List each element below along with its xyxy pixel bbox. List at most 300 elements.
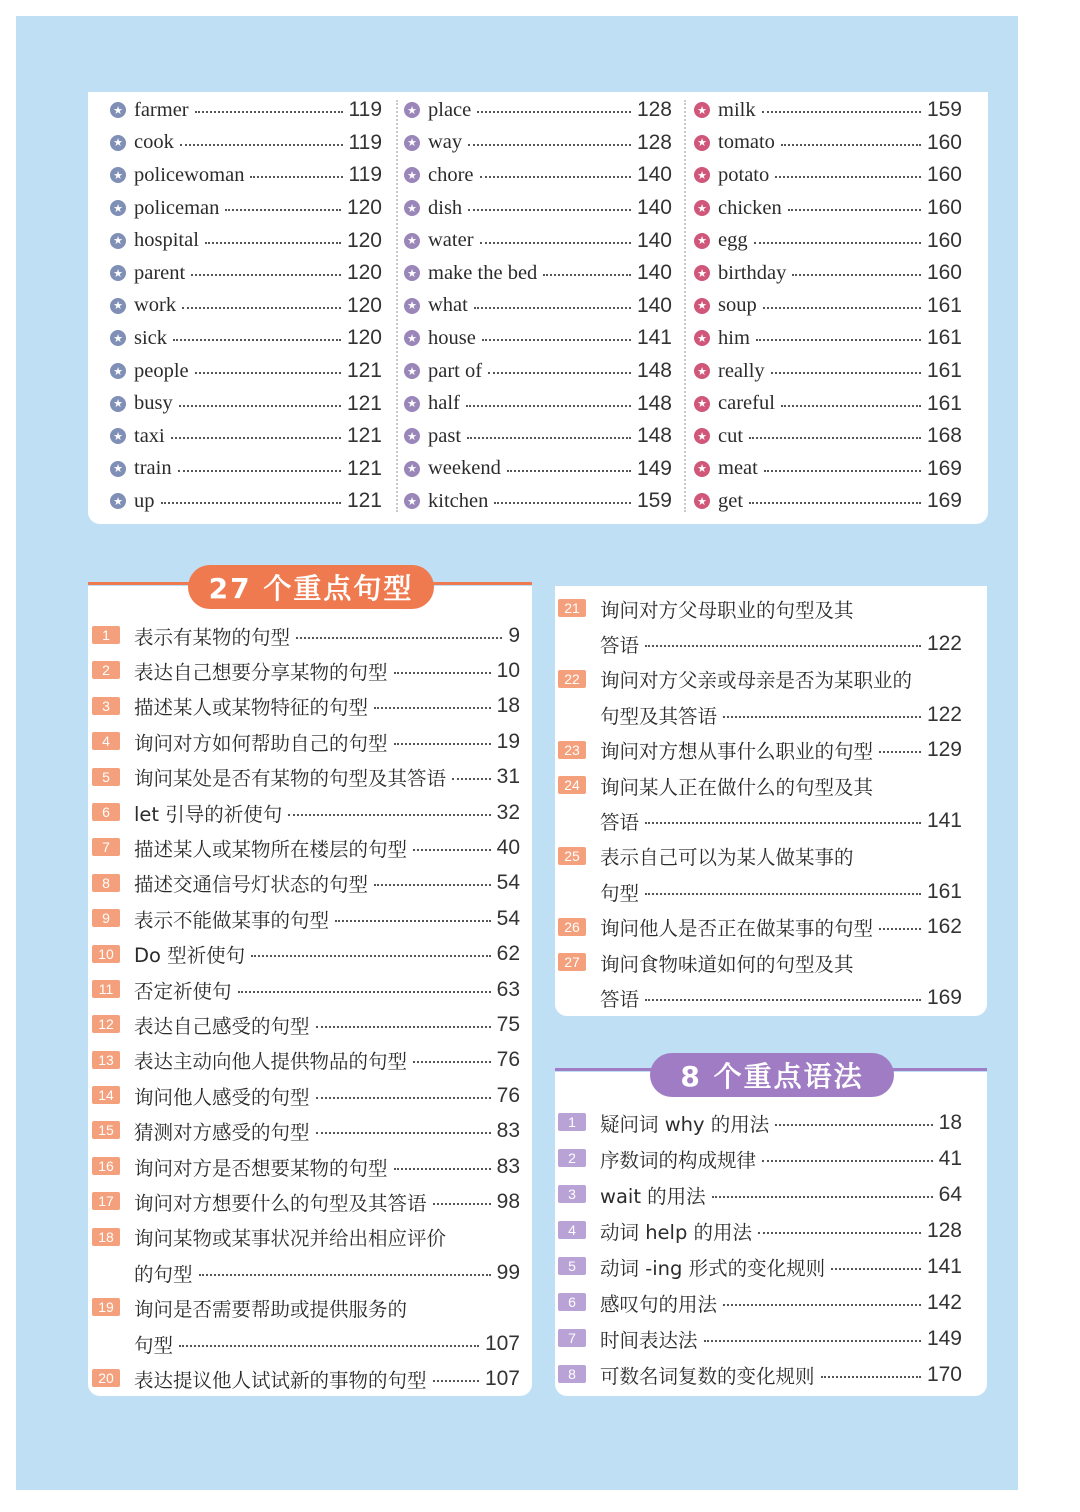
list-item [558, 839, 962, 910]
item-line [134, 1361, 520, 1396]
list-item [92, 830, 520, 865]
sentence-section-title: 27 个重点句型 [188, 565, 434, 609]
list-item [92, 724, 520, 759]
dot-leader [879, 928, 921, 930]
item-number-badge: 20 [92, 1369, 120, 1387]
dot-leader [488, 372, 631, 374]
dot-leader [173, 339, 341, 341]
page-number: 141 [926, 809, 962, 833]
list-item [558, 1213, 962, 1248]
vocab-entry [404, 420, 672, 453]
list-item [92, 1149, 520, 1184]
vocab-word: sick [134, 326, 168, 349]
vocab-entry [694, 420, 962, 453]
item-text [134, 795, 520, 830]
star-icon: ★ [110, 461, 126, 477]
item-line [600, 839, 962, 874]
vocab-entry [694, 127, 962, 160]
page-number: 75 [496, 1012, 520, 1036]
page-number: 161 [926, 391, 962, 415]
list-item [92, 653, 520, 688]
page-number: 161 [926, 879, 962, 903]
vocab-entry [404, 127, 672, 160]
item-line [600, 1177, 962, 1212]
page-number: 140 [636, 261, 672, 285]
list-item [92, 972, 520, 1007]
item-line [600, 768, 962, 803]
dot-leader [374, 707, 491, 709]
item-title: 询问对方想从事什么职业的句型 [600, 740, 874, 764]
dot-leader [645, 893, 921, 895]
star-icon: ★ [110, 200, 126, 216]
item-number-badge: 13 [92, 1051, 120, 1069]
vocab-entry [694, 322, 962, 355]
vocab-entry [110, 192, 382, 225]
page-number: 63 [496, 977, 520, 1001]
page-number: 122 [926, 702, 962, 726]
item-text [134, 937, 520, 972]
dot-leader [374, 884, 491, 886]
item-title: 询问对方父亲或母亲是否为某职业的 [600, 669, 913, 693]
item-number-badge: 17 [92, 1192, 120, 1210]
item-title: 表示有某物的句型 [134, 625, 291, 649]
item-line [134, 1078, 520, 1113]
page-number: 159 [636, 489, 672, 513]
dot-leader [179, 405, 341, 407]
dot-leader [195, 372, 341, 374]
star-icon: ★ [110, 102, 126, 118]
dot-leader [161, 502, 341, 504]
star-icon: ★ [404, 493, 420, 509]
dot-leader [792, 274, 921, 276]
dot-leader [178, 470, 341, 472]
vocab-entry [404, 322, 672, 355]
list-item [558, 1285, 962, 1320]
page-number: 122 [926, 632, 962, 656]
item-number-badge: 2 [558, 1149, 586, 1167]
dot-leader [762, 111, 921, 113]
vocab-entry [110, 159, 382, 192]
list-item [92, 901, 520, 936]
page-number: 168 [926, 424, 962, 448]
item-title: 表达自己想要分享某物的句型 [134, 661, 388, 685]
item-number-badge: 12 [92, 1015, 120, 1033]
item-line [134, 724, 520, 759]
star-icon: ★ [404, 102, 420, 118]
item-number-badge: 10 [92, 945, 120, 963]
dot-leader [238, 991, 491, 993]
page-number: 119 [348, 98, 382, 122]
item-number-badge: 16 [92, 1157, 120, 1175]
vocab-entry [110, 322, 382, 355]
grammar-section-title: 8 个重点语法 [650, 1053, 894, 1097]
list-item [92, 1220, 520, 1291]
item-number-badge: 9 [92, 909, 120, 927]
item-title: 表示自己可以为某人做某事的 [600, 846, 854, 870]
page-number: 142 [926, 1290, 962, 1314]
page-number: 169 [926, 489, 962, 513]
vocab-word: taxi [134, 424, 165, 447]
vocab-word: what [428, 294, 468, 317]
item-title: 动词 help 的用法 [600, 1220, 753, 1244]
vocab-entry [694, 453, 962, 486]
star-icon: ★ [404, 167, 420, 183]
item-line [600, 1249, 962, 1284]
vocab-entry [694, 387, 962, 420]
vocab-entry [404, 485, 672, 518]
item-number-badge: 2 [92, 661, 120, 679]
vocab-word: place [428, 98, 472, 121]
vocab-entry [110, 453, 382, 486]
item-line [134, 1007, 520, 1042]
list-item [92, 937, 520, 972]
star-icon: ★ [404, 428, 420, 444]
item-title: 答语 [600, 811, 640, 835]
vocab-word: cook [134, 131, 174, 154]
item-title: 的句型 [134, 1262, 193, 1286]
item-number-badge: 3 [92, 697, 120, 715]
item-title: 猜测对方感受的句型 [134, 1121, 310, 1145]
item-text [134, 1149, 520, 1184]
page-number: 19 [496, 729, 520, 753]
grammar-list [558, 1105, 962, 1393]
dot-leader [754, 242, 921, 244]
list-item [92, 760, 520, 795]
star-icon: ★ [694, 200, 710, 216]
star-icon: ★ [110, 493, 126, 509]
page-number: 54 [496, 871, 520, 895]
page-number: 148 [636, 359, 672, 383]
star-icon: ★ [110, 167, 126, 183]
vocab-word: cut [718, 424, 744, 447]
list-item [558, 945, 962, 1016]
item-text [134, 689, 520, 724]
list-item [92, 1361, 520, 1396]
dot-leader [645, 645, 921, 647]
vocab-word: really [718, 359, 765, 382]
item-number-badge: 4 [92, 732, 120, 750]
item-text [134, 1361, 520, 1396]
item-text [134, 901, 520, 936]
vocab-word: house [428, 326, 476, 349]
dot-leader [723, 716, 921, 718]
dot-leader [394, 672, 491, 674]
vocab-word: chore [428, 163, 474, 186]
item-text [134, 1113, 520, 1148]
dot-leader [468, 209, 631, 211]
item-number-badge: 14 [92, 1086, 120, 1104]
vocab-entry [110, 257, 382, 290]
dot-leader [781, 405, 921, 407]
item-number-badge: 5 [558, 1257, 586, 1275]
star-icon: ★ [110, 428, 126, 444]
list-item [92, 1043, 520, 1078]
dot-leader [480, 242, 631, 244]
dot-leader [199, 1274, 491, 1276]
item-text [134, 724, 520, 759]
item-line [134, 1290, 520, 1325]
vocab-word: potato [718, 163, 770, 186]
dot-leader [879, 751, 921, 753]
item-number-badge: 8 [92, 874, 120, 892]
vocab-entry [110, 485, 382, 518]
item-line [600, 662, 962, 697]
page-number: 149 [636, 456, 672, 480]
item-number-badge: 11 [92, 980, 120, 998]
item-title: 询问对方想要什么的句型及其答语 [134, 1191, 427, 1215]
star-icon: ★ [404, 396, 420, 412]
item-text [600, 839, 962, 910]
list-item [558, 1249, 962, 1284]
item-number-badge: 4 [558, 1221, 586, 1239]
page-number: 119 [348, 130, 382, 154]
dot-leader [452, 778, 491, 780]
vocab-entry [404, 192, 672, 225]
item-title: 否定祈使句 [134, 979, 232, 1003]
list-item [558, 1105, 962, 1140]
vocab-word: birthday [718, 261, 787, 284]
star-icon: ★ [694, 396, 710, 412]
dot-leader [394, 743, 491, 745]
item-number-badge: 3 [558, 1185, 586, 1203]
item-line [134, 901, 520, 936]
page-number: 160 [926, 163, 962, 187]
vocab-word: past [428, 424, 462, 447]
star-icon: ★ [110, 396, 126, 412]
dot-leader [205, 242, 341, 244]
page-number: 148 [636, 424, 672, 448]
vocab-entry [404, 224, 672, 257]
vocab-word: hospital [134, 229, 199, 252]
item-line [600, 980, 962, 1015]
dot-leader [251, 955, 490, 957]
item-line [600, 803, 962, 838]
vocab-word: farmer [134, 98, 189, 121]
item-line [600, 1285, 962, 1320]
item-line [600, 1357, 962, 1392]
dot-leader [704, 1340, 921, 1342]
item-title: 描述某人或某物所在楼层的句型 [134, 838, 408, 862]
item-number-badge: 6 [558, 1293, 586, 1311]
dot-leader [474, 307, 631, 309]
star-icon: ★ [404, 265, 420, 281]
page-number: 120 [346, 228, 382, 252]
dot-leader [645, 999, 921, 1001]
list-item [558, 1321, 962, 1356]
item-text [134, 653, 520, 688]
vocab-word: people [134, 359, 189, 382]
item-number-badge: 18 [92, 1228, 120, 1246]
vocab-word: dish [428, 196, 463, 219]
vocab-word: chicken [718, 196, 782, 219]
item-text [134, 1007, 520, 1042]
vocab-word: train [134, 457, 172, 480]
star-icon: ★ [404, 233, 420, 249]
item-text [600, 1285, 962, 1320]
list-item [92, 1113, 520, 1148]
page-number: 160 [926, 130, 962, 154]
item-text [134, 866, 520, 901]
item-text [600, 662, 962, 733]
item-title: 答语 [600, 987, 640, 1011]
page-number: 76 [496, 1048, 520, 1072]
list-item [558, 1141, 962, 1176]
star-icon: ★ [110, 330, 126, 346]
vocab-entry [110, 387, 382, 420]
dot-leader [335, 920, 491, 922]
item-text [134, 1078, 520, 1113]
dot-leader [831, 1268, 921, 1270]
item-line [134, 1043, 520, 1078]
item-line [600, 945, 962, 980]
list-item [92, 1007, 520, 1042]
dot-leader [771, 372, 921, 374]
dot-leader [775, 1124, 932, 1126]
item-number-badge: 26 [558, 918, 586, 936]
dot-leader [763, 307, 921, 309]
vocab-entry [694, 224, 962, 257]
vocab-word: half [428, 392, 460, 415]
item-line [134, 689, 520, 724]
page-number: 32 [496, 800, 520, 824]
star-icon: ★ [694, 428, 710, 444]
list-item [558, 1177, 962, 1212]
item-title: 表达主动向他人提供物品的句型 [134, 1050, 408, 1074]
vocab-entry [110, 94, 382, 127]
item-title: 时间表达法 [600, 1328, 698, 1352]
dot-leader [468, 144, 631, 146]
item-title: 答语 [600, 634, 640, 658]
item-title: 询问他人感受的句型 [134, 1085, 310, 1109]
item-title: 句型 [600, 881, 640, 905]
list-item [558, 733, 962, 768]
item-title: 句型 [134, 1333, 174, 1357]
star-icon: ★ [694, 233, 710, 249]
item-text [600, 1213, 962, 1248]
star-icon: ★ [110, 265, 126, 281]
item-text [600, 1357, 962, 1392]
item-text [134, 1184, 520, 1219]
item-text [134, 618, 520, 653]
item-line [600, 591, 962, 626]
page-number: 40 [496, 836, 520, 860]
item-title: 询问对方父母职业的句型及其 [600, 598, 854, 622]
page-number: 120 [346, 196, 382, 220]
star-icon: ★ [694, 493, 710, 509]
star-icon: ★ [404, 135, 420, 151]
vocab-word: policewoman [134, 163, 245, 186]
item-title: 表达提议他人试试新的事物的句型 [134, 1368, 427, 1392]
page-number: 140 [636, 163, 672, 187]
item-line [134, 1149, 520, 1184]
dot-leader [413, 849, 491, 851]
item-number-badge: 22 [558, 670, 586, 688]
star-icon: ★ [694, 102, 710, 118]
page-number: 76 [496, 1083, 520, 1107]
page-number: 140 [636, 196, 672, 220]
vocab-entry [404, 290, 672, 323]
page-number: 18 [938, 1110, 962, 1134]
item-title: 描述某人或某物特征的句型 [134, 696, 369, 720]
star-icon: ★ [404, 461, 420, 477]
item-title: 询问是否需要帮助或提供服务的 [134, 1298, 408, 1322]
dot-leader [749, 437, 921, 439]
item-text [600, 1141, 962, 1176]
dot-leader [507, 470, 631, 472]
page-number: 141 [926, 1254, 962, 1278]
item-text [600, 1249, 962, 1284]
item-number-badge: 5 [92, 768, 120, 786]
vocab-entry [694, 290, 962, 323]
vocab-column-2 [404, 94, 672, 518]
list-item [558, 910, 962, 945]
dot-leader [316, 1132, 491, 1134]
item-line [600, 733, 962, 768]
dot-leader [723, 1304, 921, 1306]
dot-leader [467, 437, 631, 439]
item-text [600, 945, 962, 1016]
item-line [600, 697, 962, 732]
vocab-word: water [428, 229, 474, 252]
item-title: 询问对方如何帮助自己的句型 [134, 731, 388, 755]
list-item [92, 795, 520, 830]
star-icon: ★ [110, 233, 126, 249]
item-number-badge: 24 [558, 776, 586, 794]
item-title: 可数名词复数的变化规则 [600, 1364, 815, 1388]
item-title: 描述交通信号灯状态的句型 [134, 873, 369, 897]
item-number-badge: 19 [92, 1298, 120, 1316]
item-number-badge: 25 [558, 847, 586, 865]
vocab-entry [110, 355, 382, 388]
item-number-badge: 1 [558, 1113, 586, 1131]
page-number: 121 [346, 424, 382, 448]
item-line [600, 874, 962, 909]
column-divider [684, 100, 686, 512]
page-number: 107 [484, 1331, 520, 1355]
item-text [134, 830, 520, 865]
dot-leader [433, 1380, 479, 1382]
star-icon: ★ [694, 167, 710, 183]
dot-leader [482, 339, 631, 341]
page-number: 128 [636, 98, 672, 122]
page-number: 128 [926, 1218, 962, 1242]
star-icon: ★ [694, 265, 710, 281]
vocab-word: kitchen [428, 489, 489, 512]
item-line [134, 1184, 520, 1219]
item-number-badge: 6 [92, 803, 120, 821]
vocab-word: work [134, 294, 177, 317]
item-line [600, 910, 962, 945]
column-divider [396, 100, 398, 512]
item-text [134, 760, 520, 795]
list-item [558, 1357, 962, 1392]
page-number: 161 [926, 359, 962, 383]
item-line [134, 830, 520, 865]
item-title: wait 的用法 [600, 1184, 706, 1208]
item-title: 询问他人是否正在做某事的句型 [600, 917, 874, 941]
dot-leader [413, 1061, 491, 1063]
vocab-word: get [718, 489, 744, 512]
page-number: 149 [926, 1326, 962, 1350]
sentence-list-right [558, 591, 962, 1016]
vocab-entry [404, 387, 672, 420]
star-icon: ★ [404, 363, 420, 379]
vocab-entry [694, 192, 962, 225]
dot-leader [821, 1376, 921, 1378]
dot-leader [645, 822, 921, 824]
item-number-badge: 8 [558, 1365, 586, 1383]
dot-leader [296, 637, 502, 639]
